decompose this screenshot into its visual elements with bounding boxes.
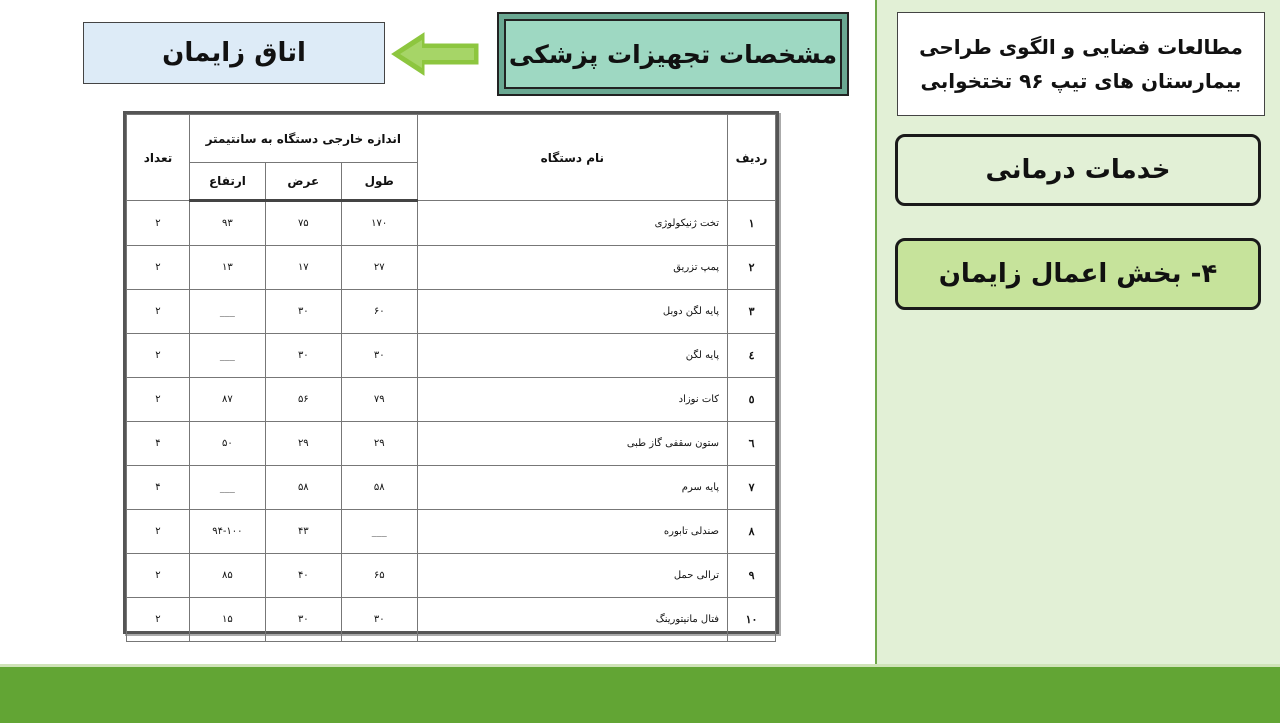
cell-height: ۸۷: [189, 378, 265, 422]
cell-name: کات نوزاد: [417, 378, 727, 422]
cell-name: صندلی تابوره: [417, 510, 727, 554]
header-height: ارتفاع: [189, 163, 265, 201]
cell-count: ۲: [127, 201, 190, 246]
study-title-line1: مطالعات فضایی و الگوی طراحی: [919, 35, 1243, 59]
room-title-box: [83, 22, 385, 84]
cell-length: ۶۰: [341, 290, 417, 334]
cell-index: ٥: [728, 378, 776, 422]
cell-count: ۲: [127, 598, 190, 642]
cell-index: ۷: [728, 466, 776, 510]
cell-index: ۱: [728, 201, 776, 246]
cell-count: ۲: [127, 378, 190, 422]
cell-name: فتال مانیتورینگ: [417, 598, 727, 642]
cell-name: پمپ تزریق: [417, 246, 727, 290]
cell-index: ۲: [728, 246, 776, 290]
cell-index: ٤: [728, 334, 776, 378]
cell-length: ۲۷: [341, 246, 417, 290]
cell-index: ۹: [728, 554, 776, 598]
cell-width: ۳۰: [265, 334, 341, 378]
table-row: [127, 554, 776, 598]
cell-count: ۲: [127, 554, 190, 598]
spec-title-box: [497, 12, 849, 96]
header-device-name: نام دستگاه: [417, 115, 727, 201]
cell-width: ۳۰: [265, 598, 341, 642]
cell-index: ۳: [728, 290, 776, 334]
cell-name: تخت ژنیکولوژی: [417, 201, 727, 246]
cell-width: ۷۵: [265, 201, 341, 246]
header-index: ردیف: [728, 115, 776, 201]
cell-count: ۲: [127, 510, 190, 554]
table-row: [127, 290, 776, 334]
cell-name: پایه لگن: [417, 334, 727, 378]
cell-length: ۶۵: [341, 554, 417, 598]
header-width: عرض: [265, 163, 341, 201]
cell-width: ۱۷: [265, 246, 341, 290]
cell-index: ٦: [728, 422, 776, 466]
footer-bar: [0, 664, 1280, 723]
table-row: [127, 334, 776, 378]
cell-name: ستون سقفی گاز طبی: [417, 422, 727, 466]
cell-length: ___: [341, 510, 417, 554]
cell-height: ۱۳: [189, 246, 265, 290]
cell-width: ۵۸: [265, 466, 341, 510]
department-box: [895, 238, 1261, 310]
cell-length: ۱۷۰: [341, 201, 417, 246]
cell-width: ۴۳: [265, 510, 341, 554]
cell-height: ___: [189, 334, 265, 378]
table-row: [127, 378, 776, 422]
cell-length: ۵۸: [341, 466, 417, 510]
cell-count: ۲: [127, 290, 190, 334]
cell-width: ۴۰: [265, 554, 341, 598]
header-count: تعداد: [127, 115, 190, 201]
left-arrow-icon: [390, 30, 480, 78]
cell-height: ۱۵: [189, 598, 265, 642]
equipment-table-frame: [123, 111, 779, 634]
header-dimensions: اندازه خارجی دستگاه به سانتیمتر: [189, 115, 417, 163]
cell-length: ۲۹: [341, 422, 417, 466]
room-title: اتاق زایمان: [162, 38, 306, 68]
table-row: [127, 201, 776, 246]
service-category-box: [895, 134, 1261, 206]
cell-height: ___: [189, 290, 265, 334]
cell-count: ۴: [127, 422, 190, 466]
cell-height: ۹۳: [189, 201, 265, 246]
cell-width: ۲۹: [265, 422, 341, 466]
right-panel: [875, 0, 1280, 664]
cell-width: ۳۰: [265, 290, 341, 334]
spec-title: مشخصات تجهیزات پزشکی: [508, 39, 838, 69]
cell-length: ۷۹: [341, 378, 417, 422]
table-row: [127, 422, 776, 466]
cell-height: ۹۴-۱۰۰: [189, 510, 265, 554]
equipment-table: [126, 114, 776, 642]
cell-name: پایه لگن دوبل: [417, 290, 727, 334]
cell-height: ۵۰: [189, 422, 265, 466]
cell-width: ۵۶: [265, 378, 341, 422]
cell-name: پایه سرم: [417, 466, 727, 510]
service-category-label: خدمات درمانی: [985, 155, 1171, 185]
cell-count: ۲: [127, 246, 190, 290]
table-row: [127, 466, 776, 510]
table-row: [127, 510, 776, 554]
cell-length: ۳۰: [341, 598, 417, 642]
cell-height: ۸۵: [189, 554, 265, 598]
cell-name: ترالی حمل: [417, 554, 727, 598]
cell-index: ۱۰: [728, 598, 776, 642]
table-row: [127, 246, 776, 290]
cell-count: ۴: [127, 466, 190, 510]
cell-index: ۸: [728, 510, 776, 554]
table-row: [127, 598, 776, 642]
header-length: طول: [341, 163, 417, 201]
study-title-line2: بیمارستان های تیپ ۹۶ تختخوابی: [920, 69, 1242, 93]
cell-count: ۲: [127, 334, 190, 378]
cell-length: ۳۰: [341, 334, 417, 378]
study-title-box: [897, 12, 1265, 116]
cell-height: ___: [189, 466, 265, 510]
department-label: ۴- بخش اعمال زایمان: [938, 259, 1218, 289]
